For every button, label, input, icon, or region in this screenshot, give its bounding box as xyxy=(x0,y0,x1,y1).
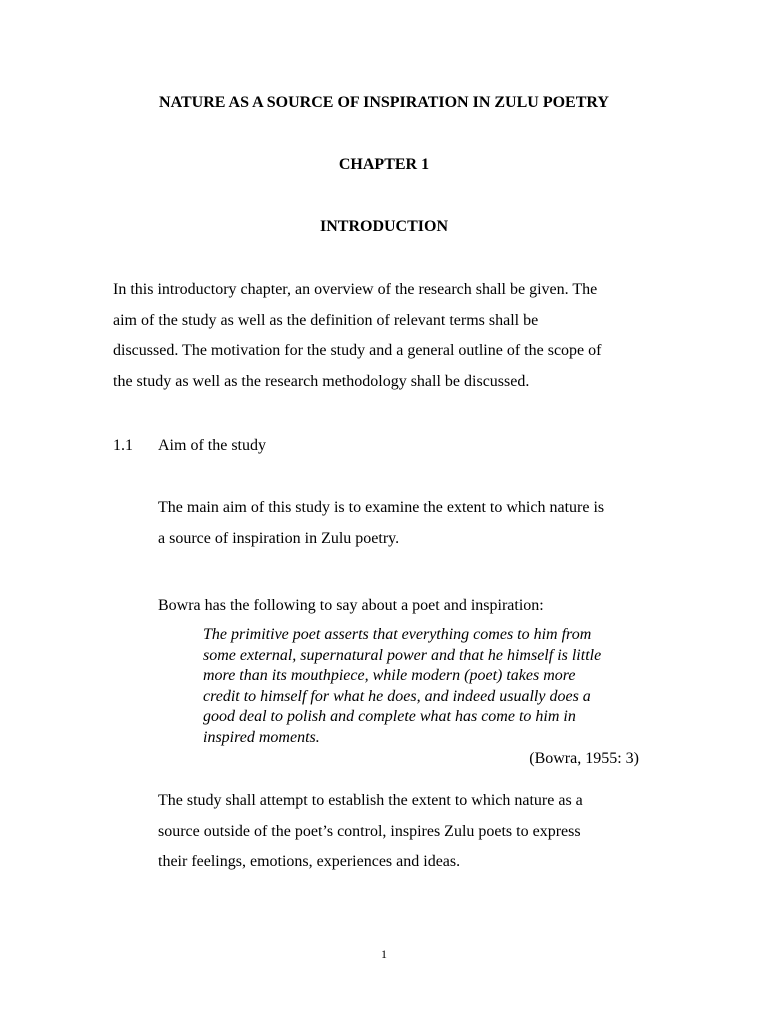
intro-line: aim of the study as well as the definition of relevant terms shall be xyxy=(113,311,539,329)
conclusion-line: their feelings, emotions, experiences and ideas. xyxy=(158,853,461,870)
quote-line: inspired moments. xyxy=(203,728,320,746)
intro-paragraph xyxy=(113,275,601,397)
document-title: NATURE AS A SOURCE OF INSPIRATION IN ZULU POETRY xyxy=(159,94,609,111)
section-title: Aim of the study xyxy=(158,437,266,454)
quote-intro-line: Bowra has the following to say about a poet and inspiration: xyxy=(158,597,544,614)
block-quote xyxy=(203,625,663,749)
conclusion-paragraph xyxy=(158,786,583,878)
intro-line: In this introductory chapter, an overview of the research shall be given. The xyxy=(113,281,598,298)
intro-line: the study as well as the research methodology shall be discussed. xyxy=(113,372,530,390)
aim-line: a source of inspiration in Zulu poetry. xyxy=(158,529,400,547)
section-number: 1.1 xyxy=(113,437,133,454)
page-number: 1 xyxy=(381,947,387,961)
aim-line: The main aim of this study is to examine the extent to which nature is xyxy=(158,499,605,516)
aim-paragraph xyxy=(158,493,604,554)
quote-citation: (Bowra, 1955: 3) xyxy=(529,750,639,767)
conclusion-line: The study shall attempt to establish the extent to which nature as a xyxy=(158,792,583,809)
intro-line: discussed. The motivation for the study and a general outline of the scope of xyxy=(113,342,602,359)
quote-intro xyxy=(158,591,544,622)
conclusion-line: source outside of the poet’s control, inspires Zulu poets to express xyxy=(158,822,581,840)
quote-line: good deal to polish and complete what has come to him in xyxy=(203,708,576,726)
quote-line: more than its mouthpiece, while modern (poet) takes more xyxy=(203,667,576,685)
chapter-number: CHAPTER 1 xyxy=(338,156,430,173)
chapter-title: INTRODUCTION xyxy=(319,218,448,235)
quote-line: some external, supernatural power and that he himself is little xyxy=(203,646,602,664)
quote-line: credit to himself for what he does, and indeed usually does a xyxy=(203,687,591,705)
quote-line: The primitive poet asserts that everything comes to him from xyxy=(203,626,592,643)
